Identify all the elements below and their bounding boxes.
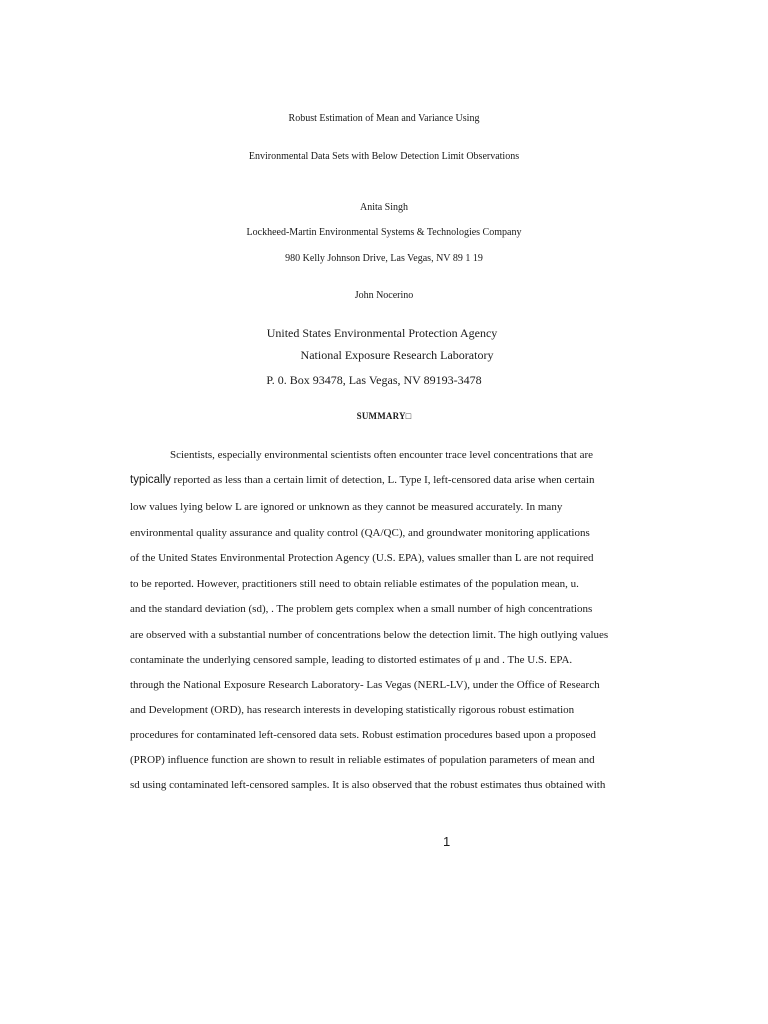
paragraph-line: contaminate the underlying censored sample, leading to distorted estimates of μ and . The U.S. EPA. (130, 654, 573, 666)
affiliation-1: Lockheed-Martin Environmental Systems & Technologies Company (246, 227, 522, 238)
paragraph-word-typically: typically (130, 474, 171, 486)
page-number: 1 (443, 834, 451, 849)
address-1: 980 Kelly Johnson Drive, Las Vegas, NV 89 1 19 (285, 253, 483, 264)
paragraph-line (130, 474, 594, 486)
paragraph-line: and Development (ORD), has research interests in developing statistically rigorous robust estimation (130, 704, 575, 716)
paragraph-line: are observed with a substantial number of concentrations below the detection limit. The high outlying values (130, 629, 609, 641)
author-name-2: John Nocerino (354, 290, 414, 301)
summary-heading: SUMMARY□ (356, 411, 412, 421)
author-name-1: Anita Singh (359, 202, 409, 213)
paragraph-line: Scientists, especially environmental scientists often encounter trace level concentrations that are (170, 449, 594, 461)
paragraph-line: and the standard deviation (sd), . The problem gets complex when a small number of high concentrations (130, 603, 593, 615)
paragraph-line: (PROP) influence function are shown to result in reliable estimates of population parameters of mean and (130, 754, 595, 766)
paragraph-line: of the United States Environmental Protection Agency (U.S. EPA), values smaller than L are not required (130, 552, 594, 564)
address-2: P. 0. Box 93478, Las Vegas, NV 89193-3478 (266, 373, 482, 387)
agency-name: United States Environmental Protection Agency (266, 326, 498, 340)
paragraph-line: environmental quality assurance and quality control (QA/QC), and groundwater monitoring applications (130, 527, 590, 539)
laboratory-name: National Exposure Research Laboratory (300, 348, 494, 362)
paragraph-line-rest: reported as less than a certain limit of detection, L. Type I, left-censored data arise when certain (170, 474, 595, 486)
paragraph-line: to be reported. However, practitioners still need to obtain reliable estimates of the population mean, u. (130, 578, 579, 590)
paragraph-line: through the National Exposure Research Laboratory- Las Vegas (NERL-LV), under the Office of Research (130, 679, 600, 691)
paragraph-line: low values lying below L are ignored or unknown as they cannot be measured accurately. In many (130, 501, 563, 513)
title-line-1: Robust Estimation of Mean and Variance Using (288, 113, 480, 124)
title-line-2: Environmental Data Sets with Below Detection Limit Observations (248, 151, 520, 162)
paragraph-line: sd using contaminated left-censored samples. It is also observed that the robust estimates thus obtained with (130, 779, 606, 791)
paragraph-line: procedures for contaminated left-censored data sets. Robust estimation procedures based upon a proposed (130, 729, 596, 741)
